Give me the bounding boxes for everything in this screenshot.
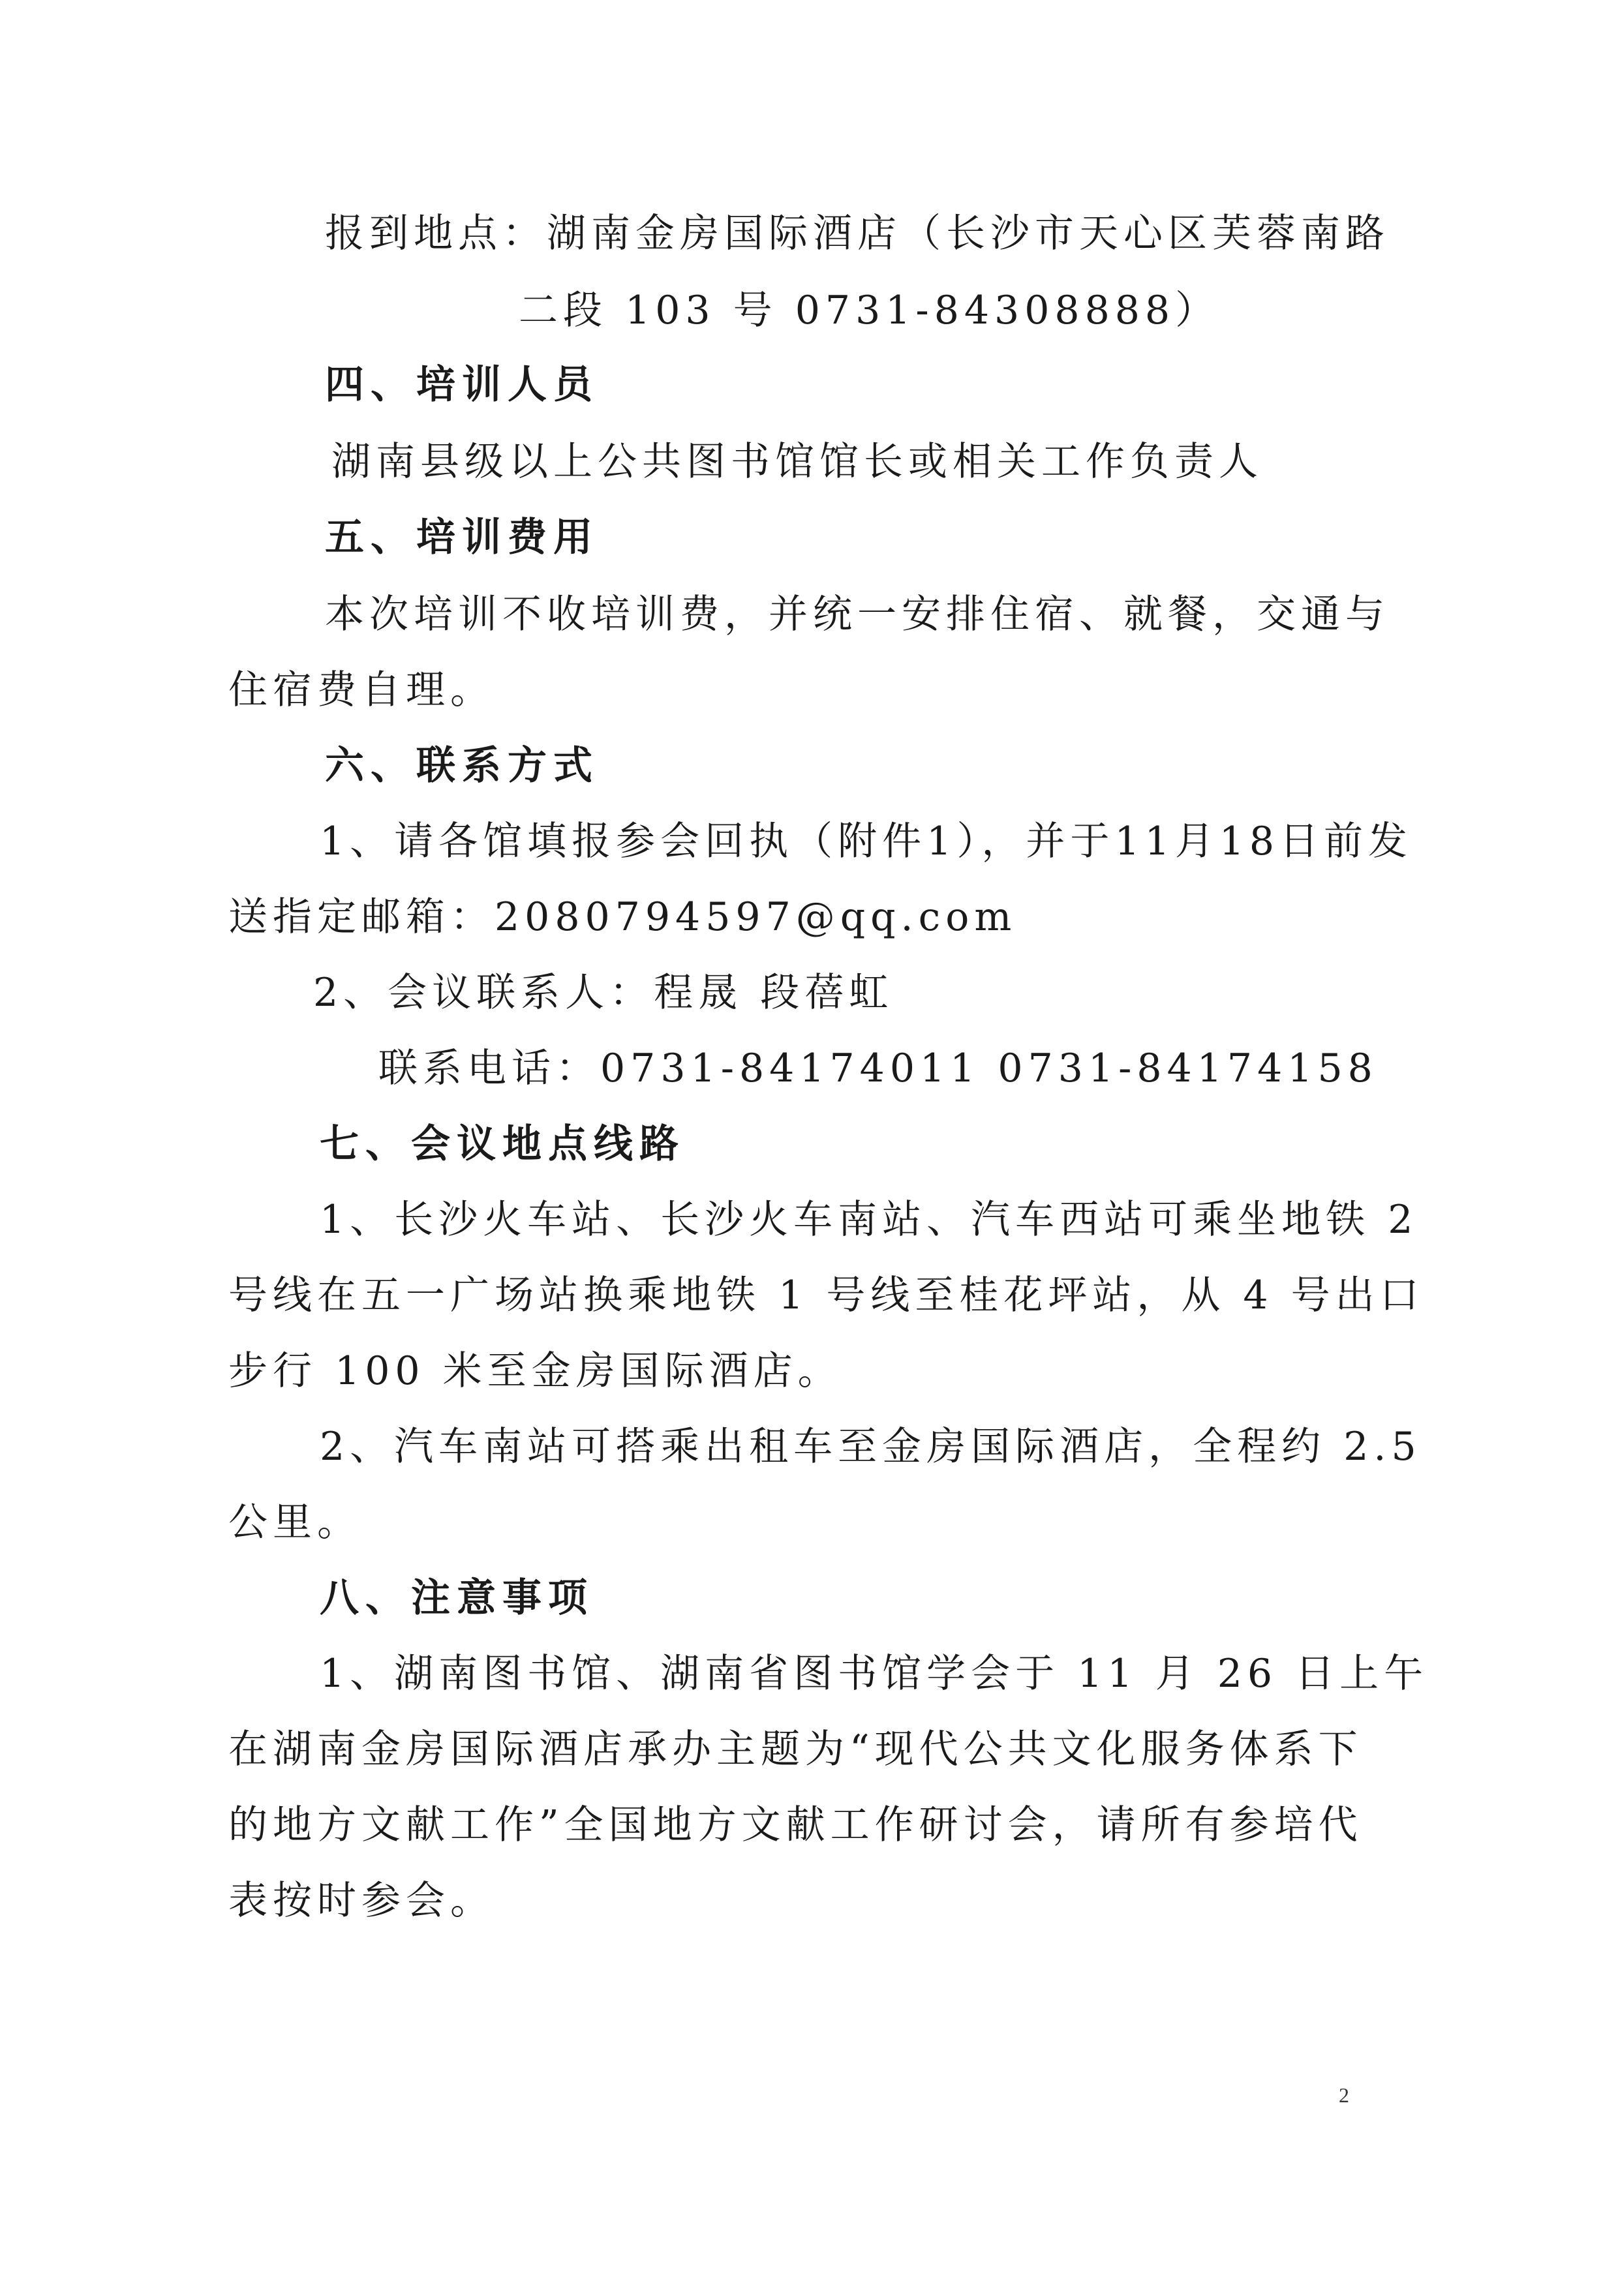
section-7-title: 七、会议地点线路 xyxy=(320,1121,685,1167)
section-5-body-line1: 本次培训不收培训费，并统一安排住宿、就餐，交通与 xyxy=(325,592,1390,637)
report-location-cont-line: 二段 103 号 0731-84308888） xyxy=(519,288,1220,333)
section-7-item1-line2: 号线在五一广场站换乘地铁 1 号线至桂花坪站，从 4 号出口 xyxy=(228,1273,1424,1318)
section-8-title: 八、注意事项 xyxy=(320,1575,594,1621)
section-5-body-line2: 住宿费自理。 xyxy=(228,667,495,713)
section-7-item1-line3: 步行 100 米至金房国际酒店。 xyxy=(228,1348,842,1394)
section-8-item1-line3: 的地方文献工作”全国地方文献工作研讨会，请所有参培代 xyxy=(228,1802,1363,1848)
section-6-title: 六、联系方式 xyxy=(325,743,599,789)
section-6-item1-line2: 送指定邮箱：2080794597@qq.com xyxy=(228,894,1017,940)
page-number: 2 xyxy=(1339,2083,1349,2107)
section-8-item1-line4: 表按时参会。 xyxy=(228,1878,495,1924)
section-6-item2: 2、会议联系人：程晟 段蓓虹 xyxy=(313,970,894,1016)
section-6-item1-line1: 1、请各馆填报参会回执（附件1），并于11月18日前发 xyxy=(320,819,1413,864)
section-4-body: 湖南县级以上公共图书馆馆长或相关工作负责人 xyxy=(331,439,1263,485)
section-6-phone: 联系电话：0731-84174011 0731-84174158 xyxy=(378,1046,1378,1091)
section-7-item2-line2: 公里。 xyxy=(228,1500,361,1545)
section-7-item2-line1: 2、汽车南站可搭乘出租车至金房国际酒店，全程约 2.5 xyxy=(320,1424,1422,1470)
section-7-item1-line1: 1、长沙火车站、长沙火车南站、汽车西站可乘坐地铁 2 xyxy=(320,1197,1418,1243)
report-location-line: 报到地点：湖南金房国际酒店（长沙市天心区芙蓉南路 xyxy=(325,211,1390,256)
section-4-title: 四、培训人员 xyxy=(325,362,599,408)
section-5-title: 五、培训费用 xyxy=(325,515,599,560)
section-8-item1-line2: 在湖南金房国际酒店承办主题为“现代公共文化服务体系下 xyxy=(228,1727,1363,1772)
section-8-item1-line1: 1、湖南图书馆、湖南省图书馆学会于 11 月 26 日上午 xyxy=(320,1651,1429,1697)
